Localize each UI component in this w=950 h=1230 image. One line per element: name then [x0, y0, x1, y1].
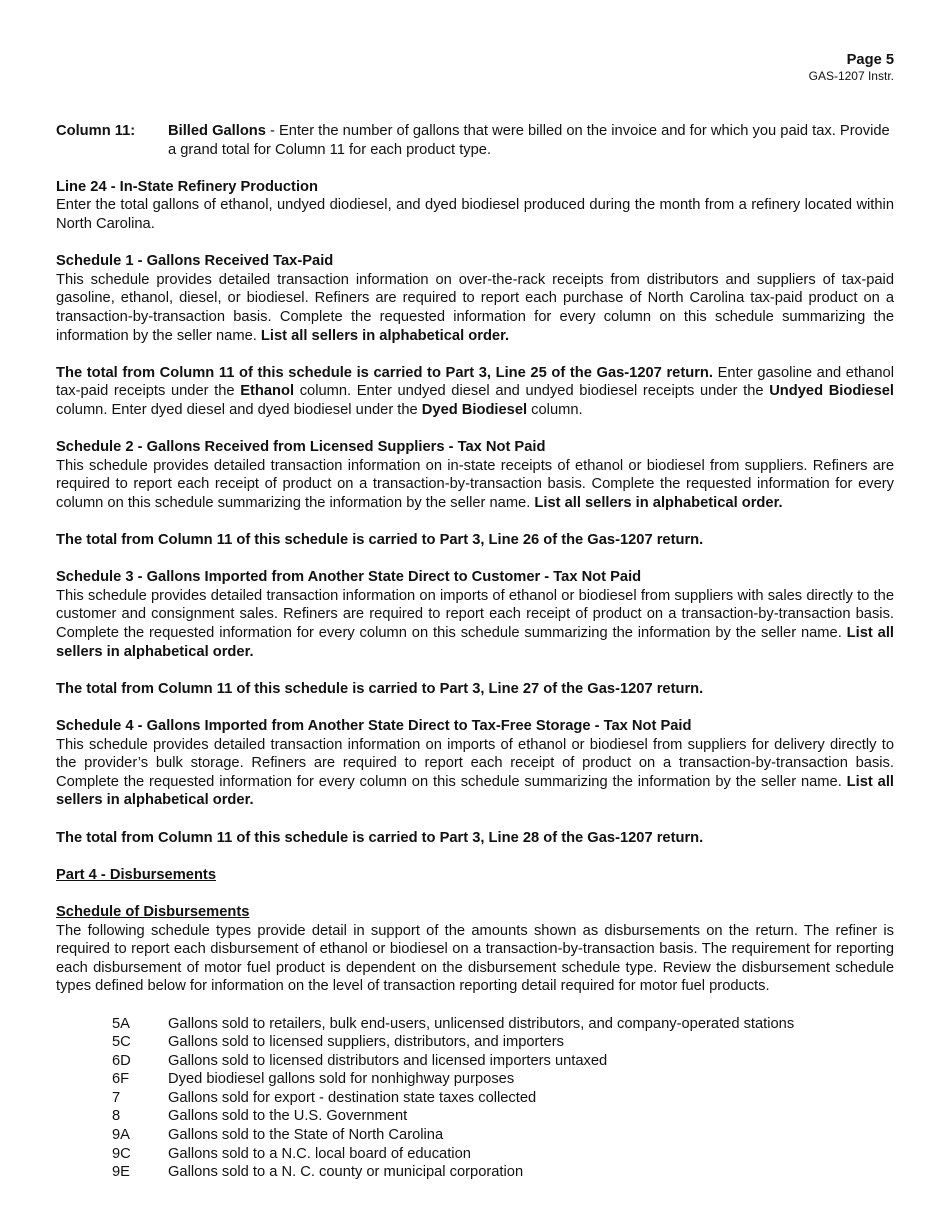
schedule-3-paragraph: [56, 587, 894, 661]
disbursements-text: The following schedule types provide detail in support of the amounts shown as disbursements on the return. The refiner is required to report each disbursement of ethanol or biodiesel on a transaction-by-transaction basis. The requirement for reporting each disbursement of motor fuel product is dependent on the disbursement schedule type. Review the disbursement schedule types defined below for information on the level of transaction reporting detail required for motor fuel products.: [56, 922, 894, 995]
schedule-1-total-paragraph: [56, 364, 894, 420]
schedule-code: 8: [112, 1108, 121, 1125]
schedule-code: 9A: [112, 1127, 130, 1144]
list-item: [112, 1033, 894, 1052]
list-item: [112, 1052, 894, 1071]
column-11-body: [168, 122, 894, 159]
schedule-description: Dyed biodiesel gallons sold for nonhighway purposes: [168, 1071, 515, 1088]
line-24-section: [56, 178, 894, 234]
schedule-description: Gallons sold to retailers, bulk end-users, unlicensed distributors, and company-operated stations: [168, 1015, 795, 1032]
schedule-description: Gallons sold to the U.S. Government: [168, 1108, 408, 1125]
schedule-2-text: This schedule provides detailed transaction information on in-state receipts of ethanol or biodiesel from suppliers. Refiners are required to report each receipt of product on a transaction-by-transaction basis. Complete the requested information for every column on this schedule summarizing the information by the seller name.: [56, 457, 894, 511]
schedule-1-total-text-4: column.: [527, 401, 583, 418]
schedule-3-alpha-note: List all sellers in alphabetical order.: [56, 625, 894, 660]
schedule-3-text: This schedule provides detailed transaction information on imports of ethanol or biodiesel from suppliers with sales directly to the customer and consignment sales. Refiners are required to report each receipt of product on a transaction-by-transaction basis. Complete the requested information for every column on this schedule summarizing the information by the seller name.: [56, 587, 894, 642]
schedule-code: 6F: [112, 1071, 130, 1088]
ethanol-column-name: Ethanol: [240, 383, 295, 400]
dyed-column-name: Dyed Biodiesel: [421, 401, 528, 418]
schedule-1-total: The total from Column 11 of this schedule is carried to Part 3, Line 25 of the Gas-1207 return.: [56, 364, 713, 381]
schedule-description: Gallons sold to licensed suppliers, distributors, and importers: [168, 1034, 564, 1051]
undyed-column-name: Undyed Biodiesel: [769, 383, 894, 400]
schedule-description: Gallons sold to a N. C. county or municipal corporation: [168, 1164, 524, 1181]
schedule-3-section: [56, 568, 894, 661]
list-item: [112, 1089, 894, 1108]
schedule-4-section: [56, 717, 894, 810]
list-item: [112, 1163, 894, 1182]
schedule-1-section: [56, 252, 894, 345]
schedule-1-paragraph: [56, 271, 894, 345]
schedule-code: 6D: [112, 1052, 131, 1069]
schedule-code: 9E: [112, 1164, 130, 1181]
schedule-4-paragraph: [56, 736, 894, 810]
schedule-1-total-text-3: column. Enter dyed diesel and dyed biodiesel under the: [56, 401, 422, 418]
schedule-2-alpha-note: List all sellers in alphabetical order.: [534, 494, 783, 511]
schedule-description: Gallons sold to a N.C. local board of education: [168, 1145, 471, 1162]
schedule-1-heading: Schedule 1 - Gallons Received Tax-Paid: [56, 253, 334, 270]
schedule-1-total-text-2: column. Enter undyed diesel and undyed biodiesel receipts under the: [294, 383, 770, 400]
schedule-4-heading: Schedule 4 - Gallons Imported from Another State Direct to Tax-Free Storage - Tax Not Paid: [56, 718, 692, 734]
list-item: [112, 1070, 894, 1089]
schedule-code: 5A: [112, 1015, 130, 1032]
page-header: [56, 52, 894, 84]
line-24-heading: Line 24 - In-State Refinery Production: [56, 178, 318, 195]
column-11-title: Billed Gallons: [168, 123, 266, 139]
list-item: [112, 1107, 894, 1126]
document-page: [56, 52, 894, 1182]
list-item: [112, 1145, 894, 1164]
schedule-code: 5C: [112, 1034, 131, 1051]
column-11-label: Column 11:: [56, 123, 136, 139]
column-11-text: - Enter the number of gallons that were billed on the invoice and for which you paid tax. Provide a grand total for Column 11 for each product type.: [168, 123, 890, 158]
schedule-code: 9C: [112, 1145, 131, 1162]
schedule-of-disbursements-section: [56, 903, 894, 996]
schedule-description: Gallons sold for export - destination state taxes collected: [168, 1089, 537, 1106]
schedule-1-alpha-note: List all sellers in alphabetical order.: [260, 327, 510, 344]
schedule-3-total: The total from Column 11 of this schedule is carried to Part 3, Line 27 of the Gas-1207 return.: [56, 680, 704, 697]
schedule-description: Gallons sold to licensed distributors and licensed importers untaxed: [168, 1052, 608, 1069]
form-id: GAS-1207 Instr.: [808, 69, 894, 83]
schedule-of-disbursements-heading: Schedule of Disbursements: [56, 903, 250, 920]
part-4-heading: Part 4 - Disbursements: [56, 866, 216, 883]
page-number: Page 5: [846, 52, 894, 68]
schedule-4-text: This schedule provides detailed transaction information on imports of ethanol or biodiesel from suppliers for delivery directly to the provider’s bulk storage. Refiners are required to report each receipt of product on a transaction-by-transaction basis. Complete the requested information for every column on this schedule summarizing the information by the seller name.: [56, 736, 894, 790]
schedule-3-heading: Schedule 3 - Gallons Imported from Another State Direct to Customer - Tax Not Paid: [56, 569, 642, 586]
schedule-2-total: The total from Column 11 of this schedule is carried to Part 3, Line 26 of the Gas-1207 return.: [56, 532, 704, 549]
line-24-text: Enter the total gallons of ethanol, undyed diodiesel, and dyed biodiesel produced during the month from a refinery located within North Carolina.: [56, 197, 894, 232]
schedule-2-heading: Schedule 2 - Gallons Received from Licensed Suppliers - Tax Not Paid: [56, 439, 546, 456]
disbursement-schedule-list: [112, 1015, 894, 1182]
schedule-2-paragraph: [56, 457, 894, 513]
schedule-1-total-text-1: Enter gasoline and ethanol tax-paid receipts under the: [56, 364, 894, 400]
list-item: [112, 1126, 894, 1145]
schedule-4-total: The total from Column 11 of this schedule is carried to Part 3, Line 28 of the Gas-1207 return.: [56, 829, 704, 846]
schedule-4-alpha-note: List all sellers in alphabetical order.: [56, 773, 894, 809]
schedule-2-section: [56, 438, 894, 512]
column-11-section: [56, 122, 894, 159]
schedule-description: Gallons sold to the State of North Carolina: [168, 1127, 444, 1144]
schedule-1-text: This schedule provides detailed transaction information on over-the-rack receipts from distributors and suppliers of tax-paid gasoline, ethanol, diesel, or biodiesel. Refiners are required to report each purchase of North Carolina tax-paid product on a transaction-by-transaction basis. Complete the requested information for every column on this schedule summarizing the information by the seller name.: [56, 271, 894, 344]
list-item: [112, 1015, 894, 1034]
schedule-code: 7: [112, 1089, 121, 1106]
